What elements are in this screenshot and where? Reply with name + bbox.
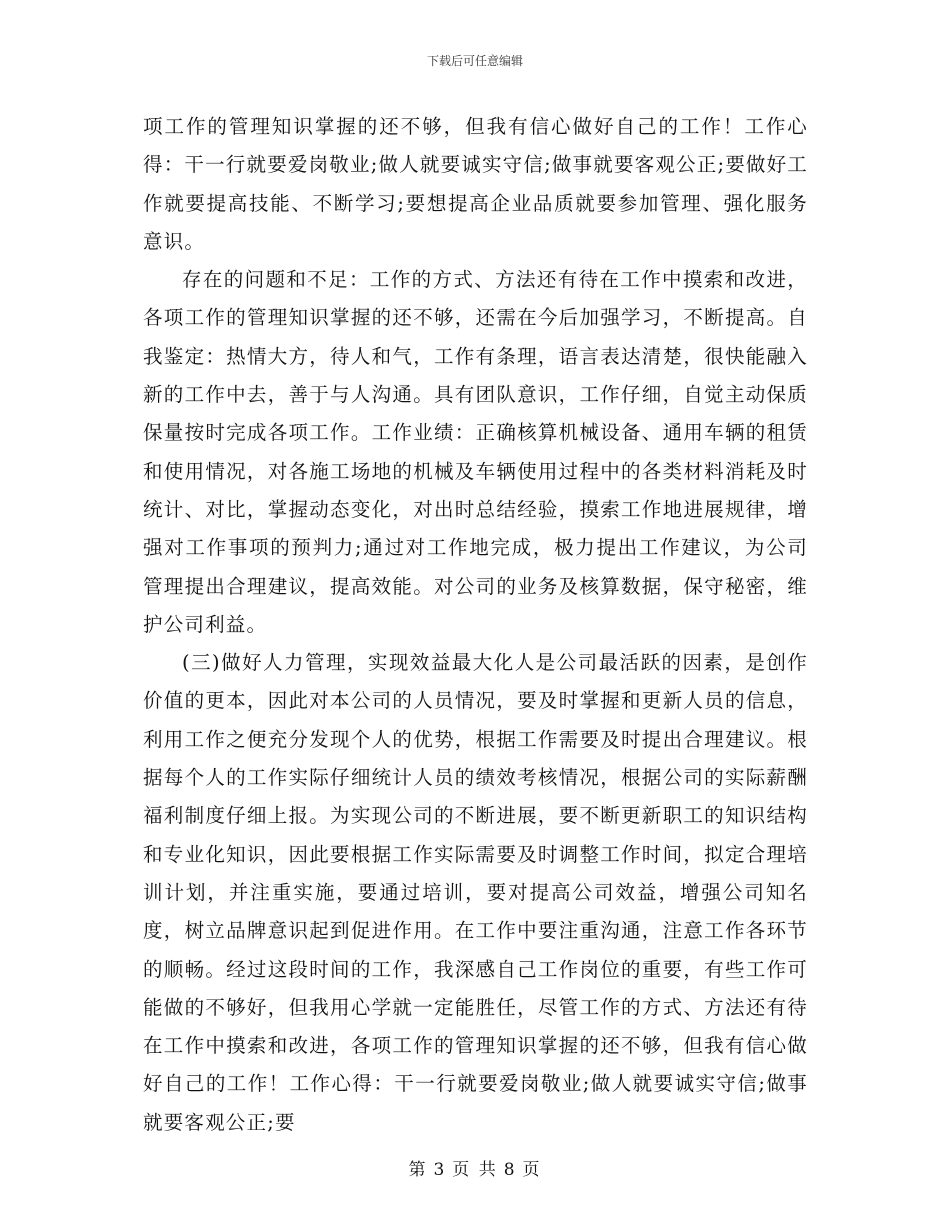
current-page-number: 3 xyxy=(433,1160,447,1180)
paragraph-2: 存在的问题和不足：工作的方式、方法还有待在工作中摸索和改进，各项工作的管理知识掌握的还不够，还需在今后加强学习，不断提高。自我鉴定：热情大方，待人和气，工作有条理，语言表达清楚，很快能融入新的工作中去，善于与人沟通。具有团队意识，工作仔细，自觉主动保质保量按时完成各项工作。工作业绩：正确核算机械设备、通用车辆的租赁和使用情况，对各施工场地的机械及车辆使用过程中的各类材料消耗及时统计、对比，掌握动态变化，对出时总结经验，摸索工作地进展规律，增强对工作事项的预判力;通过对工作地完成，极力提出工作建议，为公司管理提出合理建议，提高效能。对公司的业务及核算数据，保守秘密，维护公司利益。 xyxy=(143,268,808,636)
page-label-suffix: 页 xyxy=(522,1160,542,1180)
paragraph-1: 项工作的管理知识掌握的还不够，但我有信心做好自己的工作！工作心得：干一行就要爱岗敬业;做人就要诚实守信;做事就要客观公正;要做好工作就要提高技能、不断学习;要想提高企业品质就要参加管理、强化服务意识。 xyxy=(143,115,809,253)
total-pages-number: 8 xyxy=(503,1160,517,1180)
page-header: 下载后可任意编辑 xyxy=(426,54,523,68)
paragraph-3: (三)做好人力管理，实现效益最大化人是公司最活跃的因素，是创作价值的更本，因此对本公司的人员情况，要及时掌握和更新人员的信息，利用工作之便充分发现个人的优势，根据工作需要及时提出合理建议。根据每个人的工作实际仔细统计人员的绩效考核情况，根据公司的实际薪酬福利制度仔细上报。为实现公司的不断进展，要不断更新职工的知识结构和专业化知识，因此要根据工作实际需要及时调整工作时间，拟定合理培训计划，并注重实施，要通过培训，要对提高公司效益，增强公司知名度，树立品牌意识起到促进作用。在工作中要注重沟通，注意工作各环节的顺畅。经过这段时间的工作，我深感自己工作岗位的重要，有些工作可能做的不够好，但我用心学就一定能胜任，尽管工作的方式、方法还有待在工作中摸索和改进，各项工作的管理知识掌握的还不够，但我有信心做好自己的工作！工作心得：干一行就要爱岗敬业;做人就要诚实守信;做事就要客观公正;要 xyxy=(143,651,808,1134)
page-label-mid: 页 共 xyxy=(452,1160,498,1180)
page-footer xyxy=(0,1155,950,1180)
page-label-prefix: 第 xyxy=(408,1160,428,1180)
document-body xyxy=(143,108,808,1142)
